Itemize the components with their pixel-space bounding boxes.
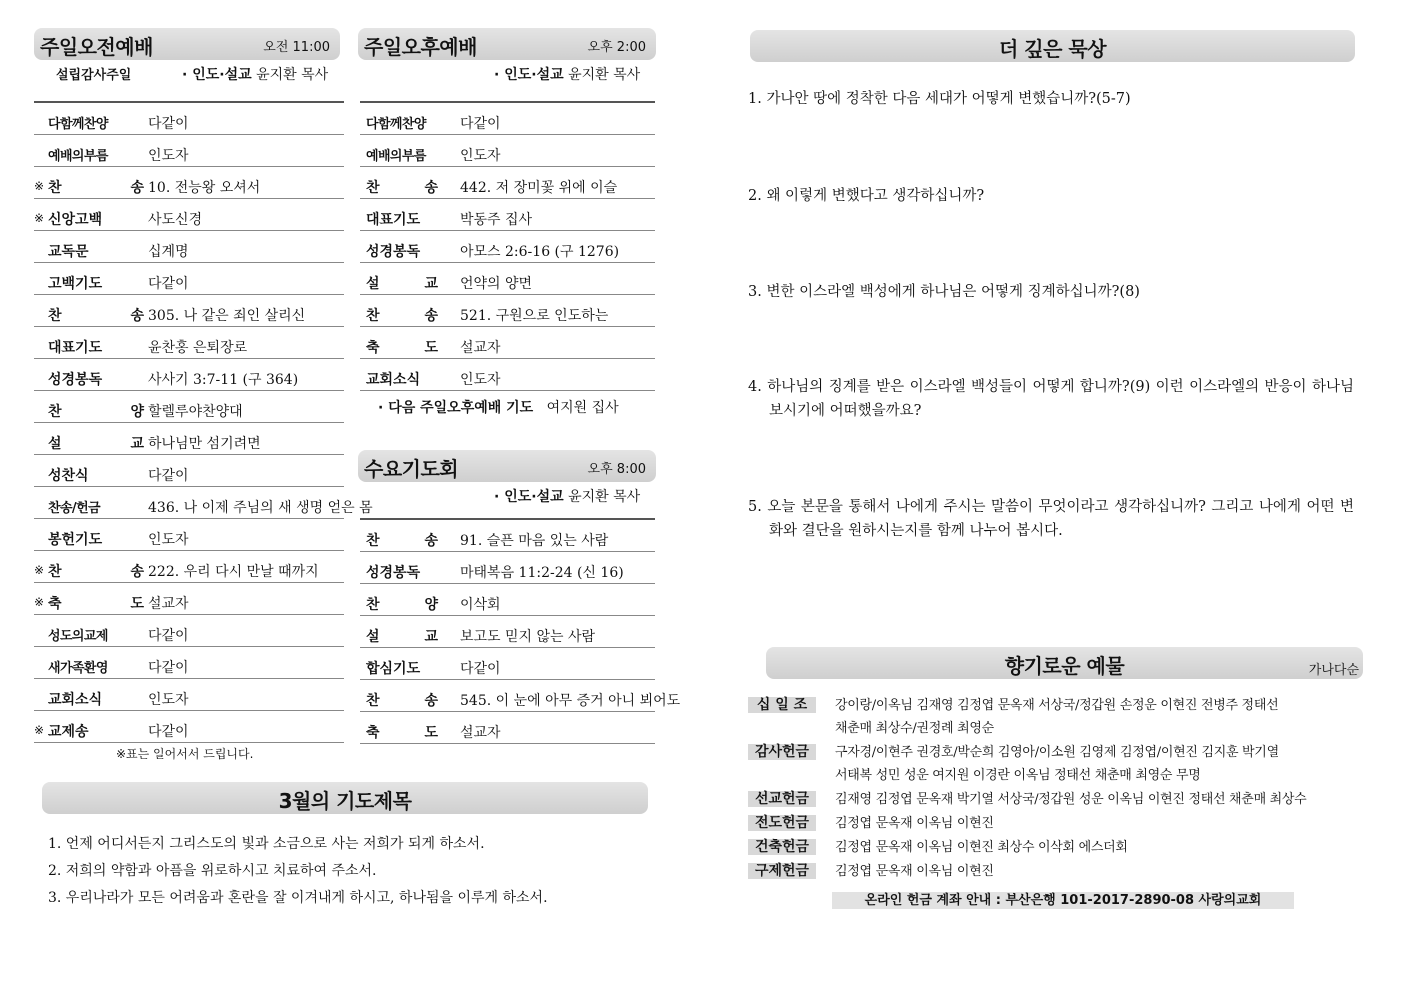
order-row: [360, 648, 655, 680]
order-value: 442. 저 장미꽃 위에 이슬: [460, 180, 618, 196]
order-value: 언약의 양면: [460, 276, 533, 292]
prayer-topic-3: 3. 우리나라가 모든 어려움과 혼란을 잘 이겨내게 하시고, 하나됨을 이루게 하소서.: [48, 890, 548, 906]
order-label: 찬 양: [48, 404, 144, 420]
order-value: 박동주 집사: [460, 212, 533, 228]
order-value: 윤찬홍 은퇴장로: [148, 340, 248, 356]
order-row: [360, 135, 655, 167]
standing-mark: ※: [34, 211, 45, 225]
order-value: 545. 이 눈에 아무 증거 아니 뵈어도: [460, 693, 681, 709]
offering-category: 건축헌금: [748, 839, 816, 855]
order-label: 다함께찬양: [48, 117, 108, 132]
meditation-title: 더 깊은 묵상: [998, 37, 1107, 61]
order-label: 찬 송: [48, 308, 144, 324]
order-value: 다같이: [460, 116, 501, 132]
order-label: 설 교: [366, 276, 438, 292]
order-row: [34, 231, 344, 263]
offering-category: 전도헌금: [748, 815, 816, 831]
order-row: [34, 135, 344, 167]
standing-mark: ※: [34, 179, 45, 193]
order-row: [34, 455, 344, 487]
order-label: 찬 송: [48, 180, 144, 196]
order-label: 축 도: [366, 725, 438, 741]
order-value: 다같이: [148, 628, 189, 644]
afternoon-service-header: [358, 28, 656, 60]
afternoon-order-table: [360, 101, 655, 391]
order-value: 다같이: [148, 116, 189, 132]
order-label: 교제송: [48, 724, 89, 740]
meditation-question-1: 1. 가나안 땅에 정착한 다음 세대가 어떻게 변했습니까?(5-7): [748, 91, 1131, 107]
order-row: [34, 103, 344, 135]
order-label: 성경봉독: [366, 565, 421, 581]
next-prayer-label: 다음 주일오후예배 기도: [388, 400, 534, 416]
order-label: 찬 송: [366, 308, 438, 324]
offering-category: 감사헌금: [748, 744, 816, 760]
order-label: 고백기도: [48, 276, 103, 292]
order-row: [34, 583, 344, 615]
order-value: 아모스 2:6-16 (구 1276): [460, 244, 620, 260]
order-value: 다같이: [148, 660, 189, 676]
order-value: 인도자: [460, 148, 501, 164]
order-value: 하나님만 섬기려면: [148, 436, 261, 452]
order-row: [360, 263, 655, 295]
order-row: [34, 519, 344, 551]
wednesday-service-time: 오후 8:00: [587, 462, 646, 477]
order-row: [360, 359, 655, 391]
order-row: [34, 711, 344, 743]
afternoon-leader-label: 인도·설교: [504, 67, 564, 83]
order-value: 10. 전능왕 오셔서: [148, 180, 261, 196]
order-row: [360, 327, 655, 359]
order-label: 성도의교제: [48, 629, 108, 644]
order-value: 다같이: [148, 276, 189, 292]
order-row: [34, 199, 344, 231]
meditation-header: [750, 30, 1355, 62]
order-row: [34, 679, 344, 711]
order-row: [34, 359, 344, 391]
order-value: 할렐루야찬양대: [148, 404, 243, 420]
order-row: [360, 520, 655, 552]
order-row: [360, 231, 655, 263]
morning-service-header: [34, 28, 340, 60]
order-value: 사도신경: [148, 212, 203, 228]
order-label: 예배의부름: [48, 149, 108, 164]
meditation-question-2: 2. 왜 이렇게 변했다고 생각하십니까?: [748, 188, 985, 204]
order-value: 십계명: [148, 244, 189, 260]
order-value: 인도자: [460, 372, 501, 388]
standing-note: ※표는 일어서서 드립니다.: [116, 747, 254, 761]
order-label: 설 교: [366, 629, 438, 645]
wednesday-service-title: 수요기도회: [364, 457, 459, 481]
order-value: 다같이: [460, 661, 501, 677]
morning-service-title: 주일오전예배: [40, 35, 153, 59]
order-row: [360, 199, 655, 231]
order-value: 인도자: [148, 148, 189, 164]
wednesday-leader-name: 윤지환 목사: [568, 489, 641, 505]
offering-category: 십 일 조: [748, 697, 816, 713]
order-value: 다같이: [148, 468, 189, 484]
meditation-question-3: 3. 변한 이스라엘 백성에게 하나님은 어떻게 징계하십니까?(8): [748, 284, 1140, 300]
order-label: 찬 송: [366, 180, 438, 196]
order-label: 찬 송: [366, 693, 438, 709]
wednesday-order-table: [360, 518, 681, 744]
order-row: [34, 487, 373, 519]
order-row: [360, 167, 655, 199]
order-value: 436. 나 이제 주님의 새 생명 얻은 몸: [148, 500, 373, 516]
offering-names: 김정엽 문옥재 이옥님 이현진 최상수 이삭회 에스더회: [835, 840, 1128, 855]
order-label: 예배의부름: [366, 149, 426, 164]
morning-leader-name: 윤지환 목사: [256, 67, 329, 83]
morning-service-time: 오전 11:00: [263, 40, 330, 55]
offering-names: 김정엽 문옥재 이옥님 이현진: [835, 864, 994, 879]
prayer-topics-header: [42, 782, 648, 814]
order-value: 다같이: [148, 724, 189, 740]
prayer-topics-title: 3월의 기도제목: [278, 789, 412, 813]
offering-header: [766, 647, 1363, 679]
order-value: 91. 슬픈 마음 있는 사람: [460, 533, 609, 549]
order-value: 305. 나 같은 죄인 살리신: [148, 308, 306, 324]
order-label: 새가족환영: [48, 661, 108, 676]
prayer-topic-2: 2. 저희의 약함과 아픔을 위로하시고 치료하여 주소서.: [48, 863, 377, 879]
order-label: 찬송/헌금: [48, 501, 100, 516]
order-label: 설 교: [48, 436, 144, 452]
morning-occasion: 설립감사주일: [56, 68, 132, 83]
order-label: 찬 양: [366, 597, 438, 613]
afternoon-leader-name: 윤지환 목사: [568, 67, 641, 83]
order-label: 다함께찬양: [366, 117, 426, 132]
order-label: 성찬식: [48, 468, 89, 484]
offering-names: 김재영 김정엽 문옥재 박기열 서상국/정갑원 성운 이옥님 이현진 정태선 채춘매 최상수: [835, 792, 1307, 807]
offering-names: 구자경/이현주 권경호/박순희 김영아/이소원 김영제 김정엽/이현진 김지훈 박기열: [835, 745, 1279, 760]
order-row: [34, 391, 344, 423]
meditation-question-4: 4. 하나님의 징계를 받은 이스라엘 백성들이 어떻게 합니까?(9) 이런 이스라엘의 반응이 하나님 보시기에 어떠했을까요?: [748, 379, 1354, 419]
order-value: 인도자: [148, 692, 189, 708]
order-label: 찬 송: [366, 533, 438, 549]
offering-category: 구제헌금: [748, 863, 816, 879]
order-value: 마태복음 11:2-24 (신 16): [460, 565, 624, 581]
order-row: [34, 167, 344, 199]
order-value: 설교자: [148, 596, 189, 612]
order-label: 봉헌기도: [48, 532, 103, 548]
wednesday-service-header: [358, 450, 656, 482]
order-row: [34, 327, 344, 359]
order-row: [360, 712, 655, 744]
morning-leader: · 인도·설교 윤지환 목사: [182, 67, 329, 83]
order-label: 축 도: [366, 340, 438, 356]
offering-category: 선교헌금: [748, 791, 816, 807]
prayer-topic-1: 1. 언제 어디서든지 그리스도의 빛과 소금으로 사는 저희가 되게 하소서.: [48, 836, 485, 852]
offering-names: 강이랑/이옥님 김재영 김정엽 문옥재 서상국/정갑원 손정운 이현진 전병주 정태선: [835, 698, 1279, 713]
order-label: 교독문: [48, 244, 89, 260]
order-label: 교회소식: [48, 692, 103, 708]
next-prayer-name: 여지원 집사: [546, 400, 619, 416]
order-value: 사사기 3:7-11 (구 364): [148, 372, 299, 388]
order-label: 성경봉독: [366, 244, 421, 260]
order-value: 설교자: [460, 340, 501, 356]
order-label: 성경봉독: [48, 372, 103, 388]
offering-names: 김정엽 문옥재 이옥님 이현진: [835, 816, 994, 831]
wednesday-leader: · 인도·설교 윤지환 목사: [494, 489, 641, 505]
order-value: 설교자: [460, 725, 501, 741]
offering-order-note: 가나다순: [1308, 663, 1359, 678]
online-offering-account: 온라인 헌금 계좌 안내 : 부산은행 101-2017-2890-08 사랑의교회: [832, 892, 1294, 909]
order-row: [34, 423, 344, 455]
afternoon-service-time: 오후 2:00: [587, 40, 646, 55]
order-row: [360, 584, 655, 616]
morning-leader-label: 인도·설교: [192, 67, 252, 83]
order-value: 이삭회: [460, 597, 501, 613]
offering-names: 채춘매 최상수/권정례 최영순: [835, 721, 994, 736]
meditation-question-5: 5. 오늘 본문을 통해서 나에게 주시는 말씀이 무엇이라고 생각하십니까? 그리고 나에게 어떤 변화와 결단을 원하시는지를 함께 나누어 봅시다.: [748, 499, 1354, 539]
wednesday-leader-label: 인도·설교: [504, 489, 564, 505]
offering-title: 향기로운 예물: [1004, 654, 1125, 678]
morning-order-table: [34, 101, 373, 743]
order-label: 합심기도: [366, 661, 421, 677]
afternoon-service-title: 주일오후예배: [364, 35, 477, 59]
order-label: 교회소식: [366, 372, 421, 388]
order-label: 찬 송: [48, 564, 144, 580]
order-row: [34, 551, 344, 583]
standing-mark: ※: [34, 723, 45, 737]
offering-names: 서태복 성민 성운 여지원 이경란 이옥님 정태선 채춘매 최영순 무명: [835, 768, 1201, 783]
order-label: 축 도: [48, 596, 144, 612]
order-row: [34, 647, 344, 679]
order-row: [34, 263, 344, 295]
order-value: 보고도 믿지 않는 사람: [460, 629, 596, 645]
standing-mark: ※: [34, 595, 45, 609]
order-row: [360, 552, 655, 584]
order-row: [360, 680, 681, 712]
order-row: [34, 295, 344, 327]
order-row: [360, 103, 655, 135]
order-label: 신앙고백: [48, 212, 103, 228]
next-prayer-line: · 다음 주일오후예배 기도 여지원 집사: [378, 400, 619, 416]
order-value: 521. 구원으로 인도하는: [460, 308, 609, 324]
order-value: 인도자: [148, 532, 189, 548]
order-row: [360, 616, 655, 648]
order-value: 222. 우리 다시 만날 때까지: [148, 564, 319, 580]
order-row: [34, 615, 344, 647]
afternoon-leader: · 인도·설교 윤지환 목사: [494, 67, 641, 83]
order-label: 대표기도: [366, 212, 421, 228]
standing-mark: ※: [34, 563, 45, 577]
order-row: [360, 295, 655, 327]
order-label: 대표기도: [48, 340, 103, 356]
